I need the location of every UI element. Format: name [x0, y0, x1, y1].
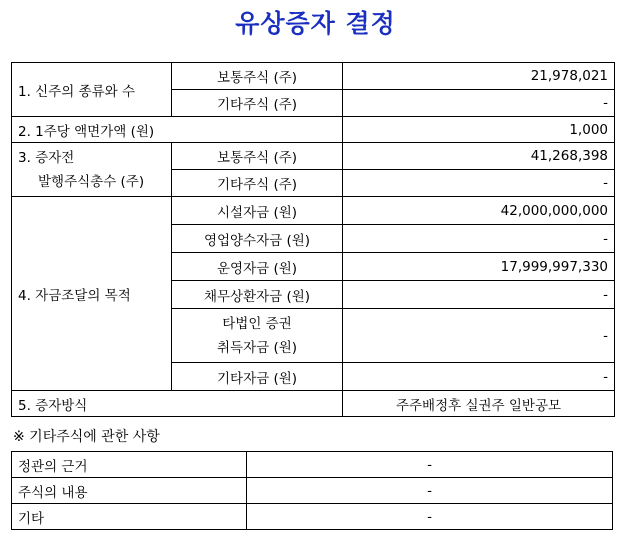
- cell-r4e-val: -: [343, 309, 615, 363]
- cell-r5-label: 5. 증자방식: [12, 391, 343, 417]
- cell-r4d-sub: 채무상환자금 (원): [172, 281, 343, 309]
- cell-r4c-val: 17,999,997,330: [343, 253, 615, 281]
- cell-r1b-sub: 기타주식 (주): [172, 90, 343, 117]
- r4e-sub-line2: 취득자금 (원): [216, 339, 298, 356]
- other-row-value: -: [247, 504, 613, 530]
- cell-r1b-val: -: [343, 90, 615, 117]
- cell-r4f-val: -: [343, 363, 615, 391]
- r3-label-line2: 발행주식총수 (주): [38, 173, 145, 190]
- page-title: 유상증자 결정: [235, 9, 396, 38]
- cell-r2-val: 1,000: [343, 117, 615, 143]
- cell-r4-label: 4. 자금조달의 목적: [12, 197, 172, 391]
- cell-r4d-val: -: [343, 281, 615, 309]
- cell-r4b-sub: 영업양수자금 (원): [172, 225, 343, 253]
- cell-r2-label: 2. 1주당 액면가액 (원): [12, 117, 343, 143]
- cell-r3b-val: -: [343, 170, 615, 197]
- r3-label-line1: 3. 증자전: [18, 149, 75, 166]
- capital-increase-table: [11, 62, 615, 417]
- cell-r4a-val: 42,000,000,000: [343, 197, 615, 225]
- cell-r3a-sub: 보통주식 (주): [172, 143, 343, 170]
- cell-r1-label: 1. 신주의 종류와 수: [12, 63, 172, 117]
- cell-r4e-sub: [172, 309, 343, 363]
- cell-r5-val: 주주배정후 실권주 일반공모: [343, 391, 615, 417]
- other-row-label: 정관의 근거: [12, 452, 247, 478]
- cell-r4f-sub: 기타자금 (원): [172, 363, 343, 391]
- other-shares-note: ※ 기타주식에 관한 사항: [13, 429, 160, 445]
- cell-r4a-sub: 시설자금 (원): [172, 197, 343, 225]
- cell-r3a-val: 41,268,398: [343, 143, 615, 170]
- other-row-value: -: [247, 452, 613, 478]
- cell-r3b-sub: 기타주식 (주): [172, 170, 343, 197]
- other-row-label: 기타: [12, 504, 247, 530]
- cell-r4b-val: -: [343, 225, 615, 253]
- other-row-label: 주식의 내용: [12, 478, 247, 504]
- cell-r3-label: [12, 143, 172, 197]
- other-row-value: -: [247, 478, 613, 504]
- cell-r4c-sub: 운영자금 (원): [172, 253, 343, 281]
- cell-r1a-sub: 보통주식 (주): [172, 63, 343, 90]
- r4e-sub-line1: 타법인 증권: [222, 315, 292, 332]
- cell-r1a-val: 21,978,021: [343, 63, 615, 90]
- other-shares-table: [11, 451, 613, 530]
